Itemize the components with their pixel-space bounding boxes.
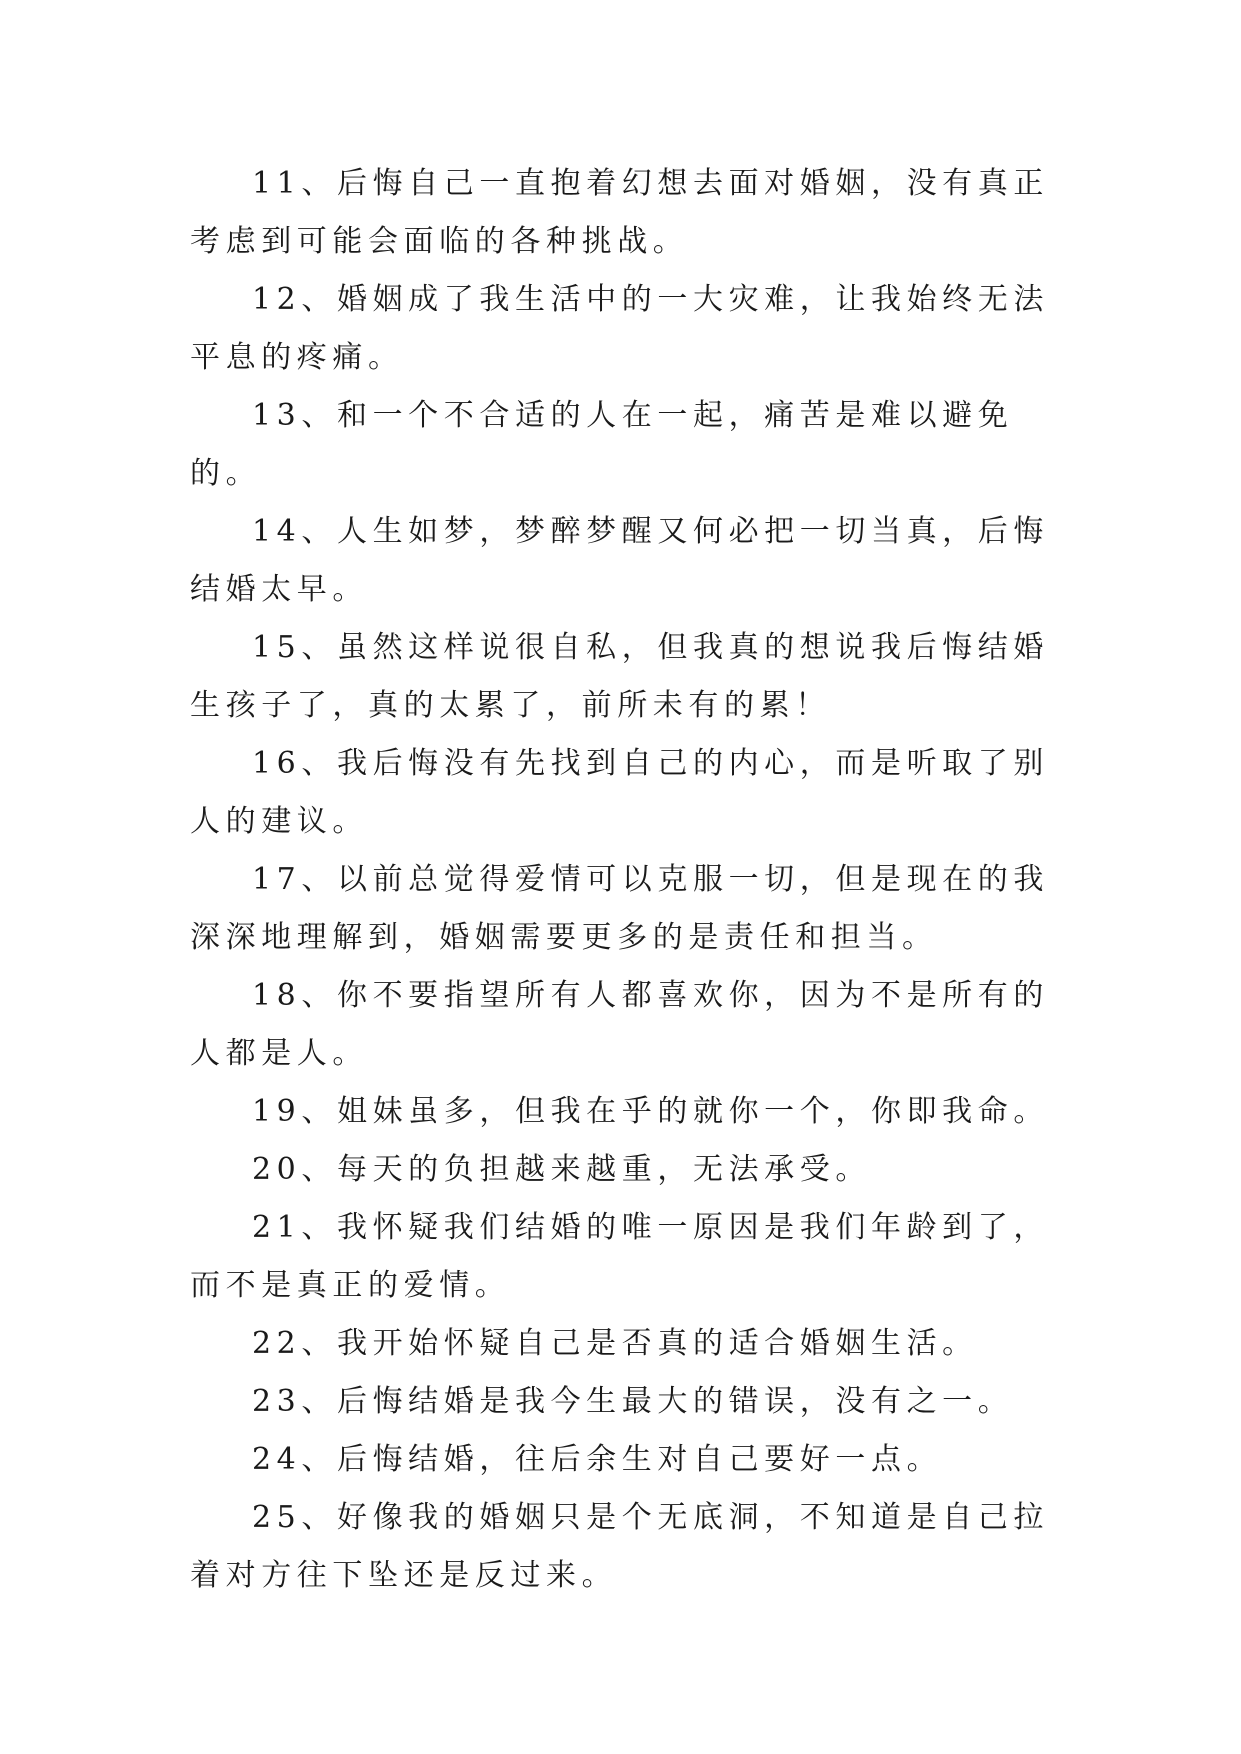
paragraph-21: 21、我怀疑我们结婚的唯一原因是我们年龄到了，而不是真正的爱情。	[190, 1210, 1049, 1303]
paragraph-25: 25、好像我的婚姻只是个无底洞，不知道是自己拉着对方往下坠还是反过来。	[190, 1500, 1049, 1593]
paragraph-20: 20、每天的负担越来越重，无法承受。	[252, 1152, 871, 1187]
paragraph-11: 11、后悔自己一直抱着幻想去面对婚姻，没有真正考虑到可能会面临的各种挑战。	[190, 166, 1049, 259]
paragraph-17: 17、以前总觉得爱情可以克服一切，但是现在的我深深地理解到，婚姻需要更多的是责任和担当。	[190, 862, 1049, 955]
paragraph-23: 23、后悔结婚是我今生最大的错误，没有之一。	[252, 1384, 1014, 1419]
paragraph-24: 24、后悔结婚，往后余生对自己要好一点。	[252, 1442, 943, 1477]
document-body	[190, 155, 1050, 1605]
paragraph-14: 14、人生如梦，梦醉梦醒又何必把一切当真，后悔结婚太早。	[190, 514, 1049, 607]
paragraph-13: 13、和一个不合适的人在一起，痛苦是难以避免的。	[190, 398, 1014, 491]
paragraph-16: 16、我后悔没有先找到自己的内心，而是听取了别人的建议。	[190, 746, 1049, 839]
paragraph-15: 15、虽然这样说很自私，但我真的想说我后悔结婚生孩子了，真的太累了，前所未有的累！	[190, 630, 1049, 723]
paragraph-18: 18、你不要指望所有人都喜欢你，因为不是所有的人都是人。	[190, 978, 1049, 1071]
paragraph-12: 12、婚姻成了我生活中的一大灾难，让我始终无法平息的疼痛。	[190, 282, 1049, 375]
paragraph-22: 22、我开始怀疑自己是否真的适合婚姻生活。	[252, 1326, 978, 1361]
paragraph-19: 19、姐妹虽多，但我在乎的就你一个，你即我命。	[252, 1094, 1049, 1129]
